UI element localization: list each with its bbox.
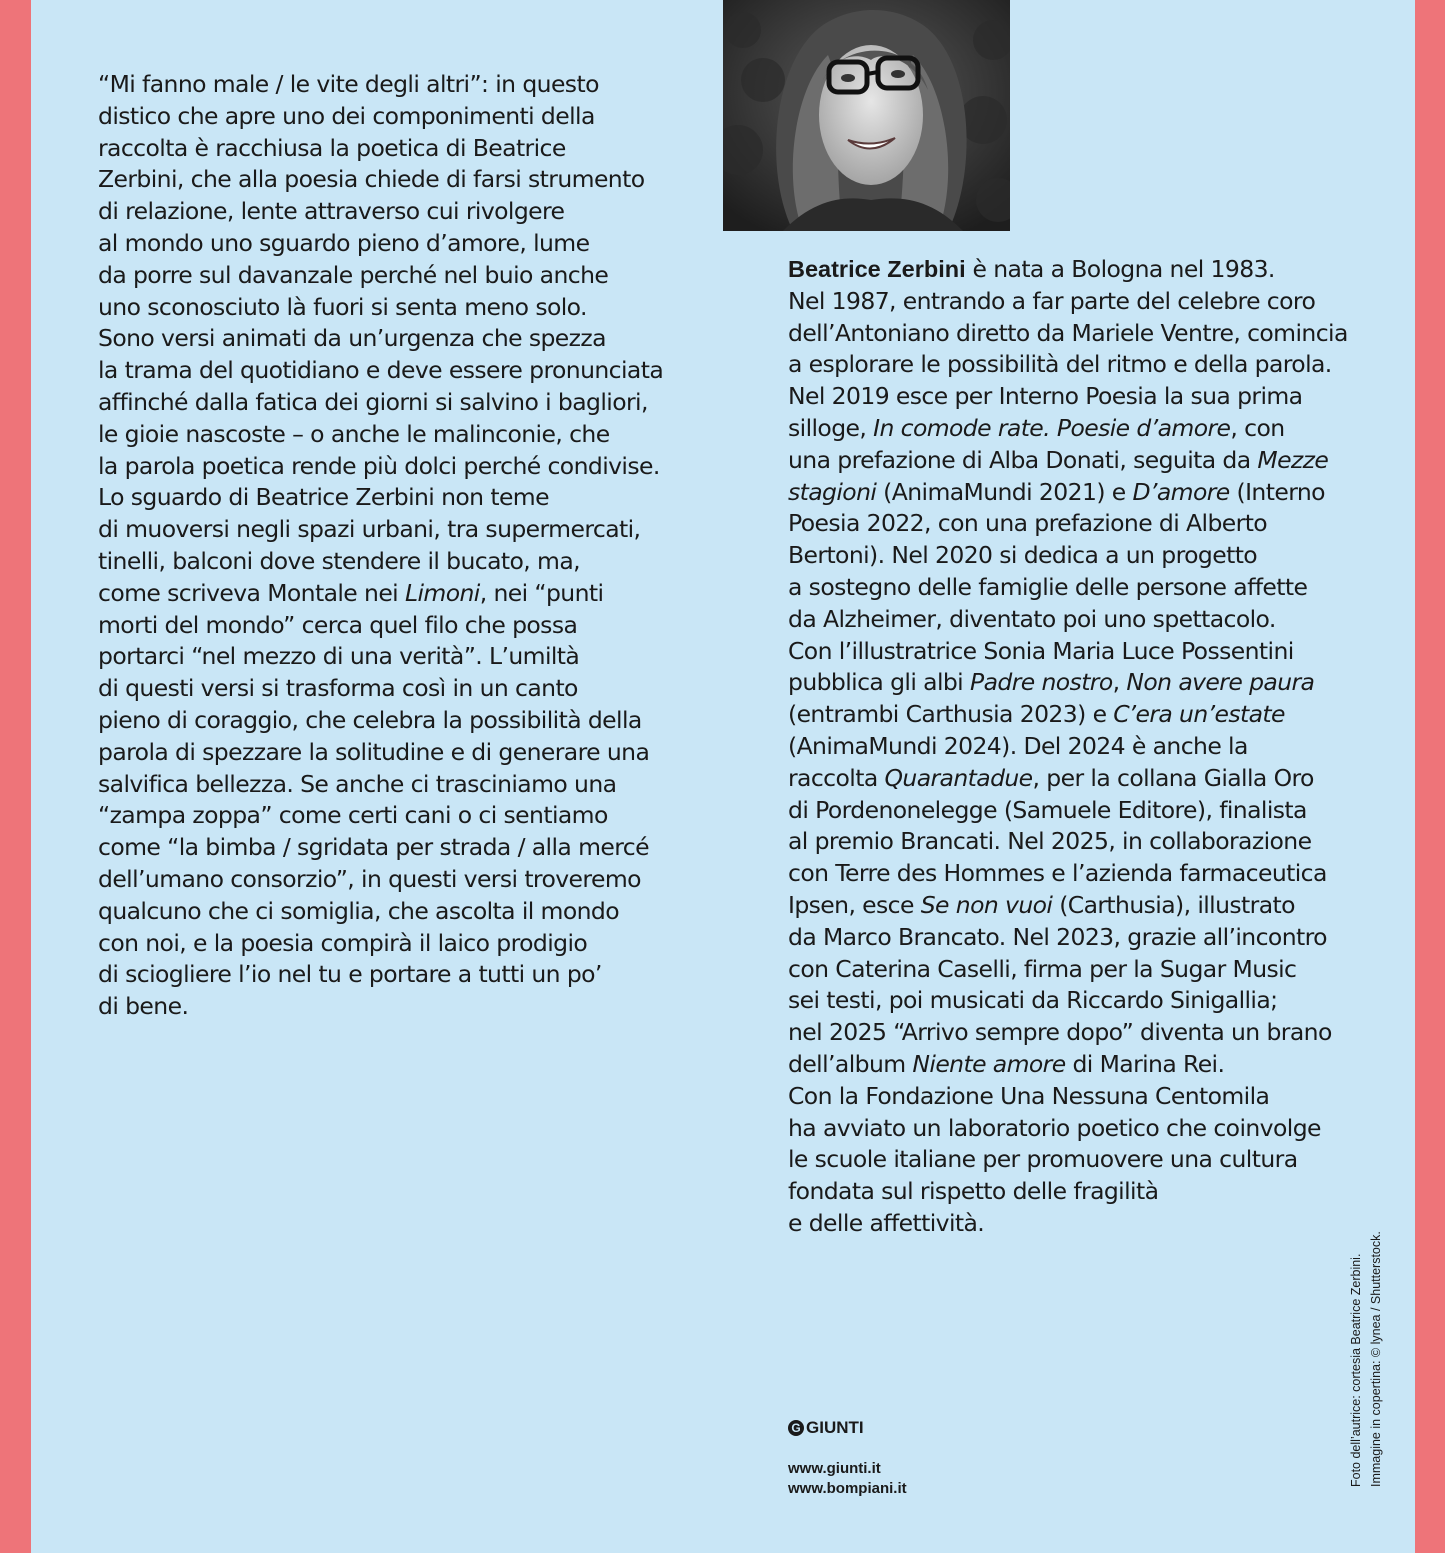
text-line	[788, 1113, 1348, 1145]
text-segment: Con la Fondazione Una Nessuna Centomila	[788, 1081, 1270, 1110]
text-line	[98, 101, 663, 133]
text-segment: Zerbini, che alla poesia chiede di farsi strumento	[98, 165, 645, 194]
text-segment: pieno di coraggio, che celebra la possibilità della	[98, 705, 642, 734]
text-segment: affinché dalla fatica dei giorni si salvino i bagliori,	[98, 387, 648, 416]
text-line	[98, 641, 663, 673]
text-line	[98, 610, 663, 642]
text-line	[788, 985, 1348, 1017]
text-segment: una prefazione di Alba Donati, seguita da	[788, 445, 1258, 474]
italic-title: Niente amore	[912, 1049, 1066, 1078]
author-portrait-image	[723, 0, 1010, 231]
text-segment: raccolta è racchiusa la poetica di Beatrice	[98, 133, 566, 162]
text-segment: “Mi fanno male / le vite degli altri”: in questo	[98, 70, 599, 98]
text-segment: al premio Brancati. Nel 2025, in collaborazione	[788, 827, 1312, 856]
text-line	[788, 1017, 1348, 1049]
italic-title: D’amore	[1132, 477, 1230, 506]
text-line	[788, 1144, 1348, 1176]
text-line	[788, 604, 1348, 636]
giunti-logo	[788, 1418, 907, 1438]
text-segment: morti del mondo” cerca quel filo che possa	[98, 610, 578, 639]
text-segment: Ipsen, esce	[788, 890, 921, 919]
text-segment: sei testi, poi musicati da Riccardo Sinigallia;	[788, 986, 1278, 1015]
text-line	[788, 1081, 1348, 1113]
text-line	[788, 445, 1348, 477]
synopsis-text	[98, 69, 663, 1023]
text-line	[788, 572, 1348, 604]
text-line	[788, 349, 1348, 381]
giunti-logo-icon: G	[788, 1420, 804, 1436]
text-line	[98, 673, 663, 705]
text-line	[98, 292, 663, 324]
publisher-block	[788, 1418, 907, 1499]
italic-title: Non avere paura	[1126, 668, 1315, 697]
italic-title: Limoni	[405, 578, 480, 607]
text-line	[788, 954, 1348, 986]
text-segment: di relazione, lente attraverso cui rivolgere	[98, 197, 565, 226]
author-name: Beatrice Zerbini	[788, 256, 966, 282]
image-credits	[1346, 1197, 1386, 1487]
text-line	[788, 508, 1348, 540]
text-line	[788, 636, 1348, 668]
text-segment: con Caterina Caselli, firma per la Sugar Music	[788, 954, 1297, 983]
text-segment: al mondo uno sguardo pieno d’amore, lume	[98, 228, 590, 257]
text-segment: Sono versi animati da un’urgenza che spezza	[98, 324, 606, 353]
text-segment: da porre sul davanzale perché nel buio anche	[98, 260, 609, 289]
text-segment: e delle affettività.	[788, 1208, 985, 1237]
text-segment: , con	[1230, 413, 1285, 442]
text-line	[98, 164, 663, 196]
text-line	[788, 795, 1348, 827]
text-line	[788, 1208, 1348, 1240]
text-segment: tinelli, balconi dove stendere il bucato, ma,	[98, 546, 581, 575]
text-segment: a esplorare le possibilità del ritmo e della parola.	[788, 350, 1332, 379]
text-line	[788, 318, 1348, 350]
text-segment: raccolta	[788, 763, 885, 792]
text-segment: dell’umano consorzio”, in questi versi troveremo	[98, 864, 641, 893]
text-line	[98, 387, 663, 419]
url-giunti[interactable]: www.giunti.it	[788, 1460, 881, 1477]
text-segment: (Interno	[1229, 477, 1325, 506]
text-segment: (AnimaMundi 2021) e	[876, 477, 1133, 506]
text-segment: le gioie nascoste – o anche le malinconie, che	[98, 419, 610, 448]
text-line	[98, 451, 663, 483]
italic-title: Quarantadue	[884, 763, 1033, 792]
text-line	[98, 196, 663, 228]
text-segment: di Pordenonelegge (Samuele Editore), finalista	[788, 795, 1307, 824]
text-segment: Nel 2019 esce per Interno Poesia la sua prima	[788, 382, 1303, 411]
text-segment: nel 2025 “Arrivo sempre dopo” diventa un brano	[788, 1018, 1332, 1047]
text-segment: è nata a Bologna nel 1983.	[965, 255, 1275, 283]
text-segment: la trama del quotidiano e deve essere pronunciata	[98, 356, 664, 385]
text-line	[98, 800, 663, 832]
text-segment: ha avviato un laboratorio poetico che coinvolge	[788, 1113, 1321, 1142]
text-segment: di sciogliere l’io nel tu e portare a tutti un po’	[98, 960, 602, 989]
text-segment: con Terre des Hommes e l’azienda farmaceutica	[788, 859, 1327, 888]
cover-image-credit: Immagine in copertina: © lynea / Shutterstock.	[1369, 1231, 1383, 1487]
text-line	[98, 864, 663, 896]
author-bio-text	[788, 254, 1348, 1240]
text-line	[98, 133, 663, 165]
text-line	[98, 578, 663, 610]
text-line	[788, 381, 1348, 413]
text-segment: dell’Antoniano diretto da Mariele Ventre, comincia	[788, 318, 1348, 347]
text-line	[788, 826, 1348, 858]
text-segment: di questi versi si trasforma così in un canto	[98, 674, 578, 703]
text-line	[98, 482, 663, 514]
text-line	[98, 69, 663, 101]
text-line	[98, 355, 663, 387]
text-segment: dell’album	[788, 1049, 913, 1078]
text-line	[788, 286, 1348, 318]
text-segment: (entrambi Carthusia 2023) e	[788, 700, 1114, 729]
text-line	[98, 228, 663, 260]
text-segment: di muoversi negli spazi urbani, tra supermercati,	[98, 515, 641, 544]
text-line	[788, 699, 1348, 731]
text-segment: da Alzheimer, diventato poi uno spettacolo.	[788, 604, 1276, 633]
text-line	[788, 763, 1348, 795]
text-segment: Lo sguardo di Beatrice Zerbini non teme	[98, 483, 549, 512]
text-segment: come scriveva Montale nei	[98, 578, 405, 607]
text-line	[98, 323, 663, 355]
text-line	[98, 260, 663, 292]
text-line	[98, 737, 663, 769]
text-line	[98, 928, 663, 960]
text-segment: la parola poetica rende più dolci perché condivise.	[98, 451, 660, 480]
text-line	[788, 858, 1348, 890]
italic-title: stagioni	[788, 477, 877, 506]
text-segment: silloge,	[788, 413, 874, 442]
text-line	[98, 419, 663, 451]
text-segment: di Marina Rei.	[1065, 1049, 1225, 1078]
text-segment: a sostegno delle famiglie delle persone affette	[788, 572, 1308, 601]
italic-title: Padre nostro	[970, 668, 1113, 697]
text-segment: da Marco Brancato. Nel 2023, grazie all’incontro	[788, 922, 1327, 951]
text-line	[788, 413, 1348, 445]
text-segment: (Carthusia), illustrato	[1052, 890, 1295, 919]
text-segment: portarci “nel mezzo di una verità”. L’umiltà	[98, 642, 580, 671]
text-segment: Bertoni). Nel 2020 si dedica a un progetto	[788, 541, 1258, 570]
text-line	[788, 890, 1348, 922]
text-line	[98, 991, 663, 1023]
author-photo	[723, 0, 1010, 231]
text-segment: “zampa zoppa” come certi cani o ci sentiamo	[98, 801, 608, 830]
text-line	[788, 667, 1348, 699]
text-line	[788, 254, 1348, 286]
text-segment: distico che apre uno dei componimenti della	[98, 101, 595, 130]
text-line	[98, 959, 663, 991]
text-line	[788, 540, 1348, 572]
text-segment: , per la collana Gialla Oro	[1032, 763, 1314, 792]
text-segment: fondata sul rispetto delle fragilità	[788, 1177, 1159, 1206]
photo-credit: Foto dell’autrice: cortesia Beatrice Zerbini.	[1349, 1253, 1363, 1487]
text-line	[788, 477, 1348, 509]
text-line	[98, 896, 663, 928]
italic-title: C’era un’estate	[1113, 700, 1285, 729]
text-segment: come “la bimba / sgridata per strada / alla mercé	[98, 833, 649, 862]
italic-title: In comode rate. Poesie d’amore	[873, 413, 1231, 442]
text-segment: pubblica gli albi	[788, 668, 970, 697]
text-segment: ,	[1112, 668, 1127, 697]
text-line	[98, 769, 663, 801]
text-segment: di bene.	[98, 992, 189, 1021]
text-segment: con noi, e la poesia compirà il laico prodigio	[98, 928, 588, 957]
text-segment: Nel 1987, entrando a far parte del celebre coro	[788, 286, 1316, 315]
text-segment: salvifica bellezza. Se anche ci trasciniamo una	[98, 769, 617, 798]
text-line	[98, 832, 663, 864]
url-bompiani[interactable]: www.bompiani.it	[788, 1480, 907, 1497]
giunti-logo-text: GIUNTI	[806, 1418, 864, 1437]
text-line	[788, 1049, 1348, 1081]
text-line	[788, 1176, 1348, 1208]
text-segment: uno sconosciuto là fuori si senta meno solo.	[98, 292, 587, 321]
text-line	[788, 731, 1348, 763]
text-segment: qualcuno che ci somiglia, che ascolta il mondo	[98, 896, 620, 925]
text-line	[98, 546, 663, 578]
text-segment: , nei “punti	[479, 578, 604, 607]
text-segment: le scuole italiane per promuovere una cultura	[788, 1145, 1298, 1174]
text-line	[788, 922, 1348, 954]
italic-title: Se non vuoi	[920, 890, 1053, 919]
text-segment: Poesia 2022, con una prefazione di Alberto	[788, 509, 1268, 538]
text-segment: parola di spezzare la solitudine e di generare una	[98, 737, 650, 766]
text-line	[98, 705, 663, 737]
text-segment: Con l’illustratrice Sonia Maria Luce Possentini	[788, 636, 1294, 665]
text-line	[98, 514, 663, 546]
italic-title: Mezze	[1257, 445, 1329, 474]
text-segment: (AnimaMundi 2024). Del 2024 è anche la	[788, 731, 1248, 760]
